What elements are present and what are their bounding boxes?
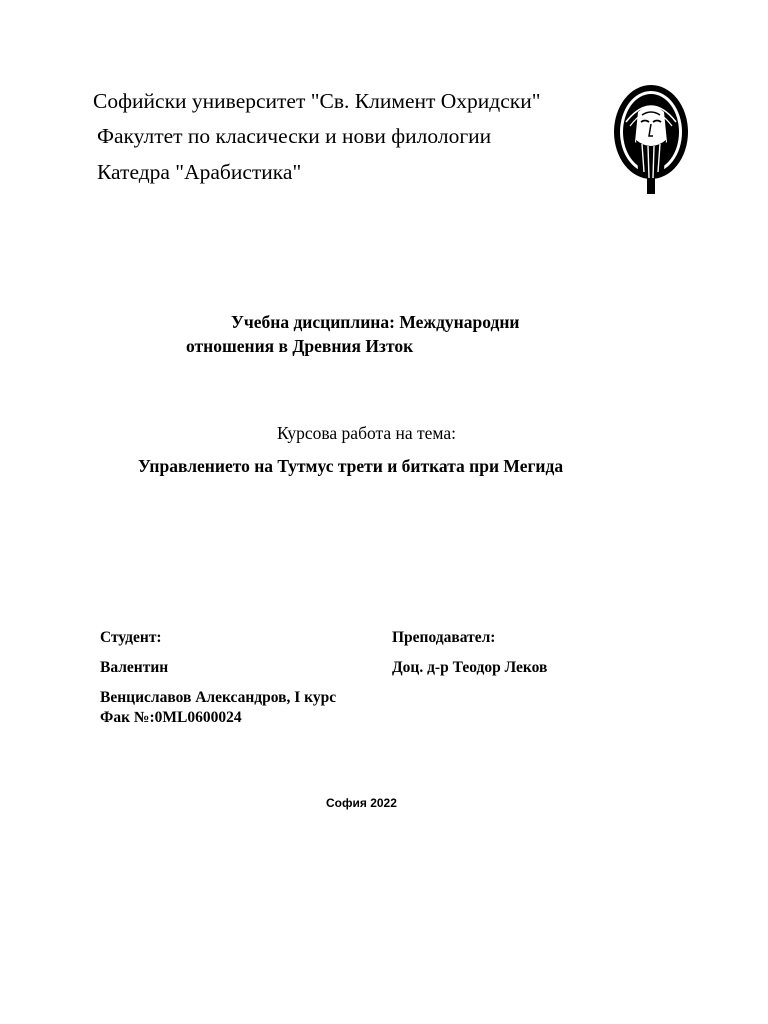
course-work-intro: Курсова работа на тема: [277, 423, 456, 443]
subject-line-2: отношения в Древния Изток [186, 336, 414, 356]
student-first-name: Валентин [100, 659, 169, 676]
student-label: Студент: [100, 629, 162, 646]
student-rest-name: Венциславов Александров, I курс [100, 689, 337, 706]
teacher-name: Доц. д-р Теодор Леков [392, 659, 548, 676]
subject-line-1: Учебна дисциплина: Международни [231, 312, 520, 332]
department-name: Катедра "Арабистика" [97, 160, 302, 184]
university-name: Софийски университет "Св. Климент Охридски" [93, 89, 541, 113]
course-work-topic: Управлението на Тутмус трети и битката при Мегида [138, 456, 564, 476]
student-faculty-number: Фак №:0ML0600024 [100, 709, 242, 726]
faculty-name: Факултет по класически и нови филологии [97, 124, 492, 148]
place-year: София 2022 [326, 796, 397, 810]
teacher-label: Преподавател: [392, 629, 496, 646]
university-seal-icon [612, 82, 690, 196]
